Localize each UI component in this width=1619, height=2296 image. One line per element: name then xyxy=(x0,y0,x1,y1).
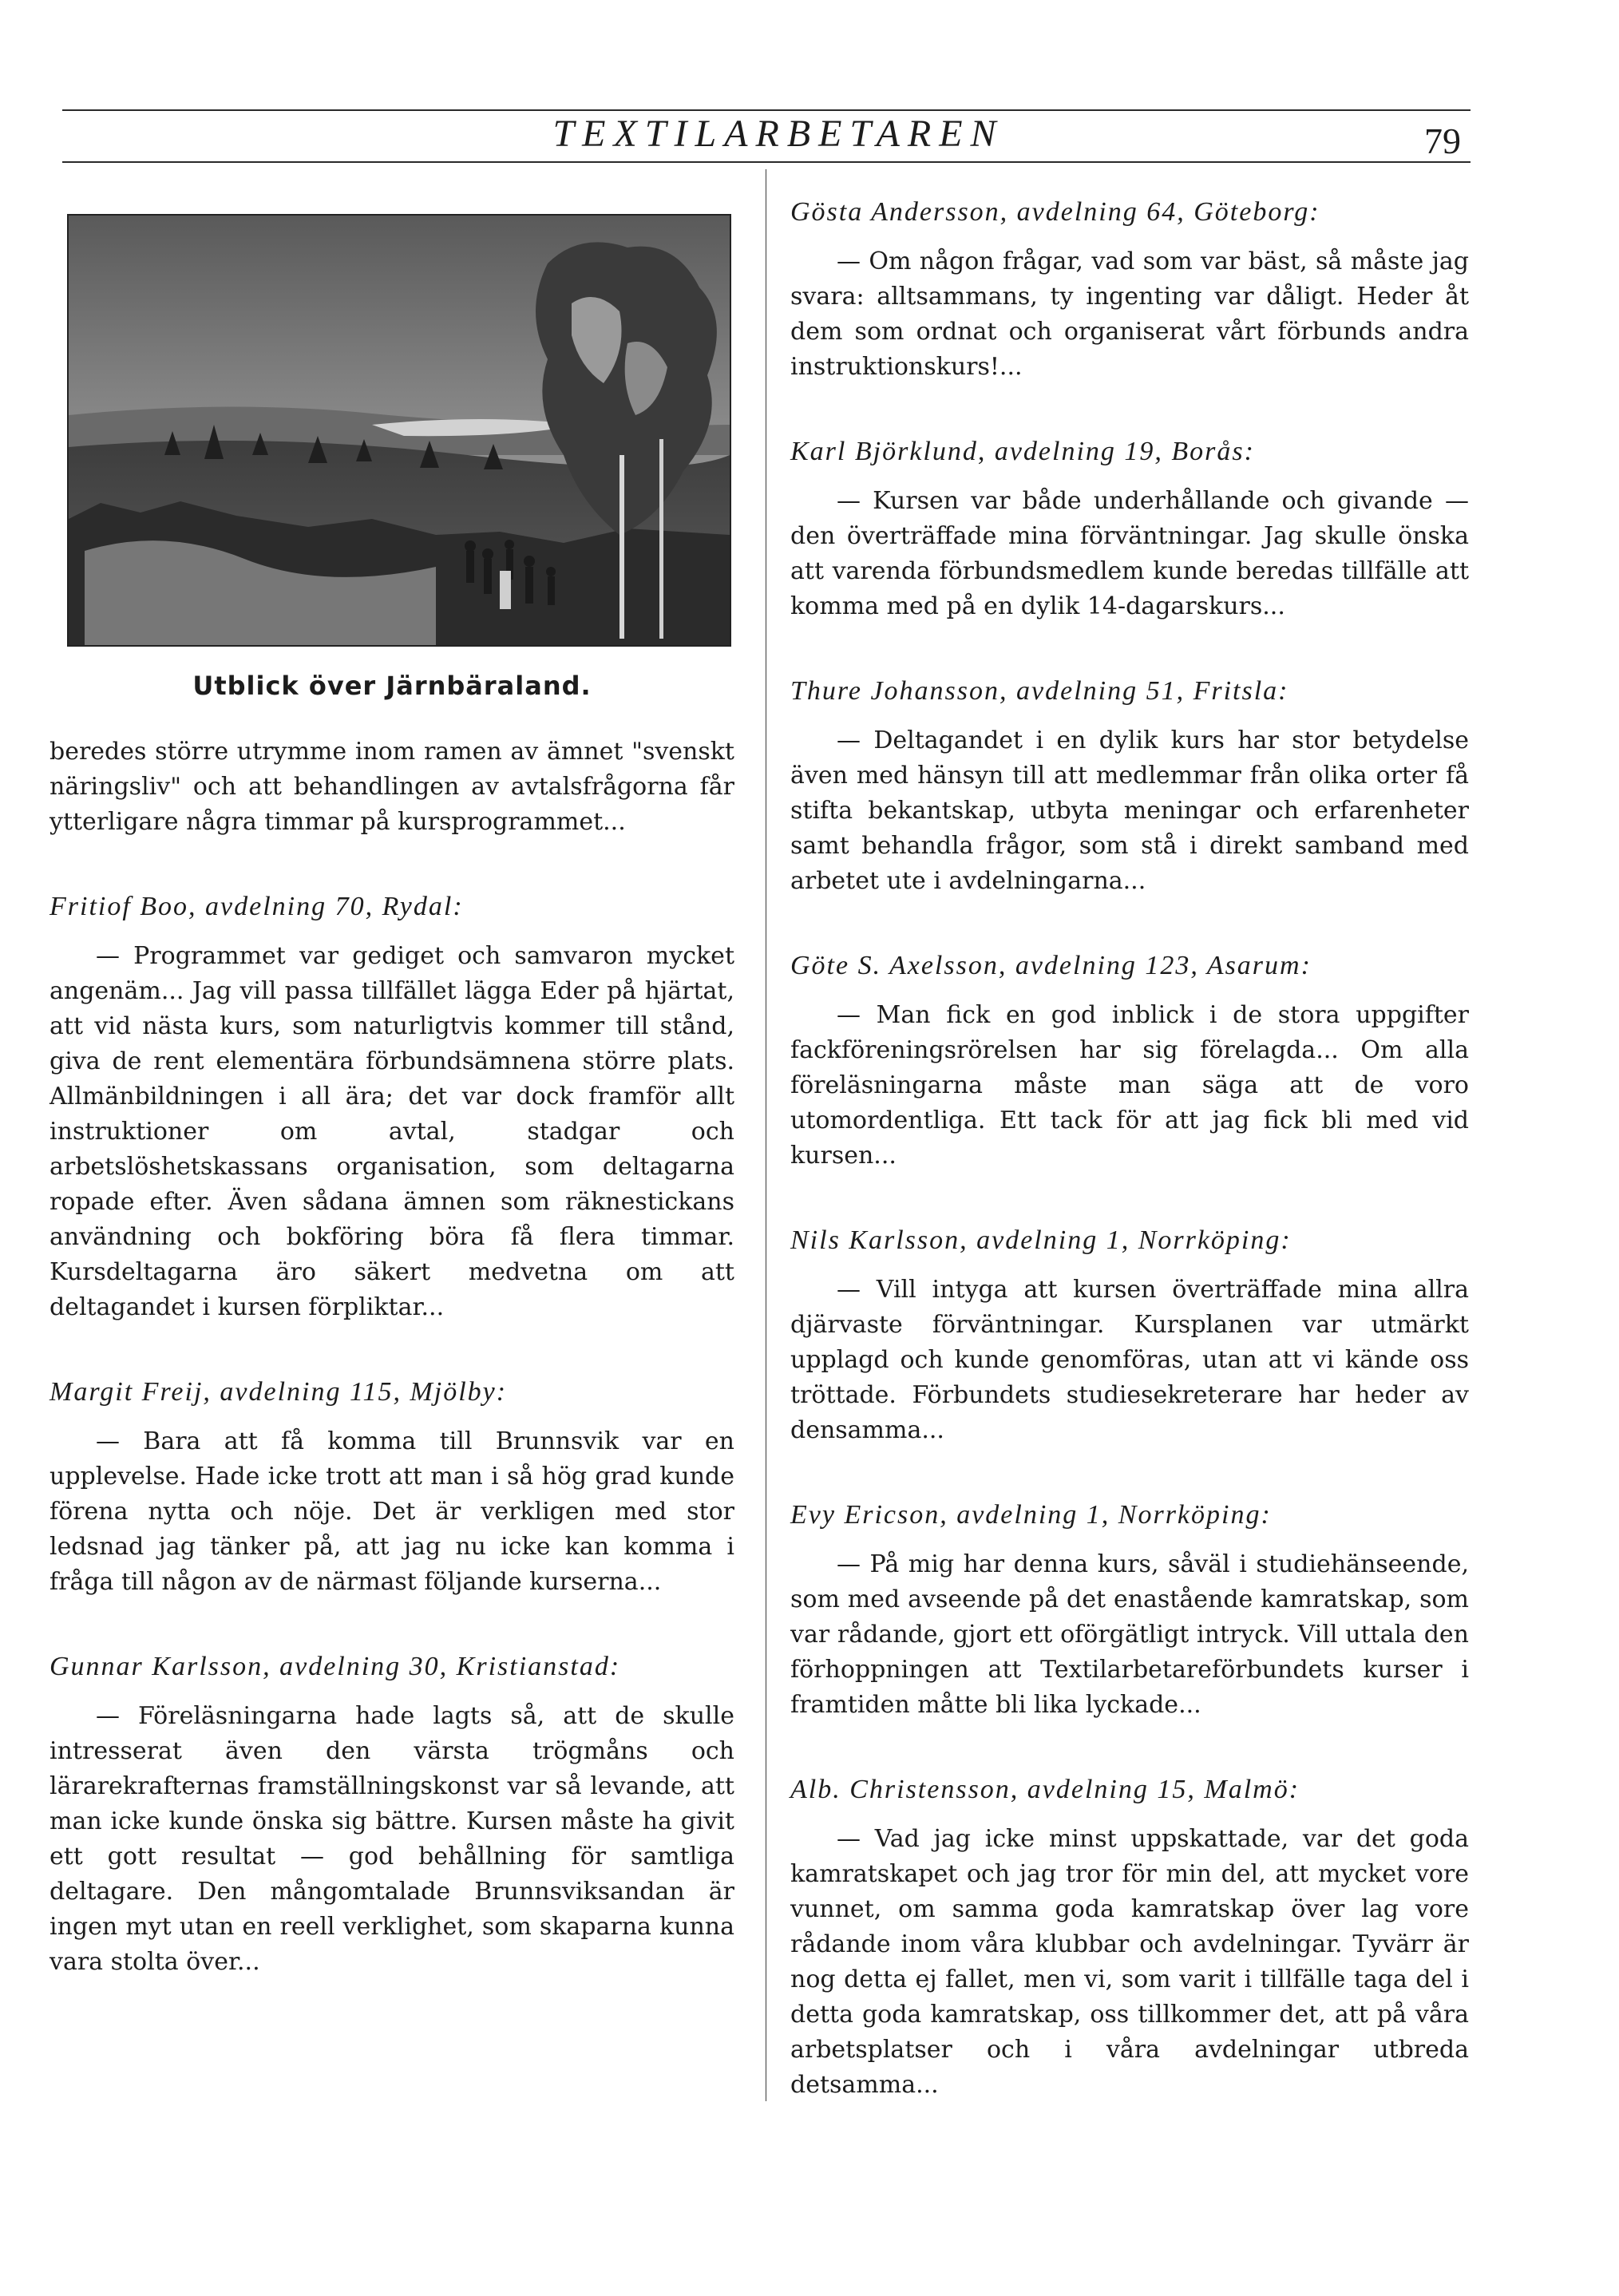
testimonial-text: — Vill intyga att kursen överträffade mina allra djärvaste förväntningar. Kursplanen var utmärkt upplagd och kunde genomföras, utan att vi kände oss tröttade. Förbundets studiesekreterare har heder av densamma... xyxy=(790,1276,1469,1444)
intro-paragraph: beredes större utrymme inom ramen av ämnet "svenskt näringsliv" och att behandlingen av avtalsfrågorna får ytterligare några timmar på kursprogrammet... xyxy=(49,738,734,836)
testimonial-attribution: Thure Johansson, avdelning 51, Fritsla: xyxy=(790,676,1289,706)
testimonial-attribution: Margit Freij, avdelning 115, Mjölby: xyxy=(49,1377,508,1407)
testimonial-attribution: Karl Björklund, avdelning 19, Borås: xyxy=(790,437,1255,466)
testimonial-attribution: Gunnar Karlsson, avdelning 30, Kristianstad: xyxy=(49,1652,621,1681)
testimonial-text: — Vad jag icke minst uppskattade, var det goda kamratskapet och jag tror för min del, att mycket vore vunnet, om samma goda kamratskap över lag vore rådande inom våra klubbar och avdelningar. Tyvärr är nog detta ej fallet, men vi, som varit i tillfälle taga del i detta goda kamratskap, oss tillkommer det, att på våra arbetsplatser och i våra avdelningar utbreda detsamma... xyxy=(790,1825,1469,2099)
landscape-photo-illustration xyxy=(69,216,730,645)
testimonial-fritiof-boo xyxy=(49,889,734,1325)
testimonial-thure-johansson xyxy=(790,674,1469,899)
testimonial-text: — Om någon frågar, vad som var bäst, så måste jag svara: alltsammans, ty ingenting var dåligt. Heder åt dem som ordnat och organiserat vårt förbunds andra instruktionskurs!... xyxy=(790,247,1469,381)
testimonial-margit-freij xyxy=(49,1375,734,1600)
header-rule-top xyxy=(62,109,1471,111)
header-rule-bottom xyxy=(62,161,1471,163)
intro-paragraph-block xyxy=(49,734,734,840)
testimonial-karl-bjorklund xyxy=(790,434,1469,624)
left-column xyxy=(49,734,734,2029)
running-header-title: TEXTILARBETAREN xyxy=(552,113,1004,155)
testimonial-text: — Kursen var både underhållande och givande — den överträffade mina förväntningar. Jag skulle önska att varenda förbundsmedlem kunde beredas tillfälle att komma med på en dylik 14-dagarskurs... xyxy=(790,487,1469,620)
testimonial-text: — Bara att få komma till Brunnsvik var en upplevelse. Hade icke trott att man i så hög grad kunde förena nytta och nöje. Det är verkligen med stor ledsnad jag tänker på, att jag nu icke kan komma i fråga till någon av de närmast följande kurserna... xyxy=(49,1427,734,1596)
testimonial-attribution: Göte S. Axelsson, avdelning 123, Asarum: xyxy=(790,951,1312,980)
testimonial-evy-ericson xyxy=(790,1498,1469,1723)
testimonial-attribution: Gösta Andersson, avdelning 64, Göteborg: xyxy=(790,197,1320,227)
landscape-photo xyxy=(67,214,731,647)
right-column xyxy=(790,195,1469,2152)
testimonial-attribution: Alb. Christensson, avdelning 15, Malmö: xyxy=(790,1775,1300,1804)
testimonial-attribution: Fritiof Boo, avdelning 70, Rydal: xyxy=(49,892,464,921)
testimonial-gosta-andersson xyxy=(790,195,1469,385)
photo-caption: Utblick över Järnbäraland. xyxy=(192,671,592,701)
page-number: 79 xyxy=(1424,121,1461,161)
testimonial-text: — Föreläsningarna hade lagts så, att de skulle intresserat även den värsta trögmåns och lärarekrafternas framställningskonst var så levande, att man icke kunde önska sig bättre. Kursen måste ha givit ett gott resultat — god behållning för samtliga deltagare. Den mångomtalade Brunnsviksandan är ingen myt utan en reell verklighet, som skaparna kunna vara stolta över... xyxy=(49,1702,734,1976)
testimonial-attribution: Nils Karlsson, avdelning 1, Norrköping: xyxy=(790,1225,1292,1255)
testimonial-gote-axelsson xyxy=(790,948,1469,1174)
testimonial-nils-karlsson xyxy=(790,1223,1469,1448)
testimonial-text: — Programmet var gediget och samvaron mycket angenäm... Jag vill passa tillfället lägga Eder på hjärtat, att vid nästa kurs, som naturligtvis kommer till stånd, giva de rent elementära förbundsämnena större plats. Allmänbildningen i all ära; det var dock framför allt instruktioner om avtal, stadgar och arbetslöshetskassans organisation, som deltagarna ropade efter. Även sådana ämnen som räknestickans användning och bokföring böra få flera timmar. Kursdeltagarna äro säkert medvetna om att deltagandet i kursen förpliktar... xyxy=(49,942,734,1321)
testimonial-gunnar-karlsson xyxy=(49,1649,734,1980)
testimonial-text: — Man fick en god inblick i de stora uppgifter fackföreningsrörelsen har sig förelagda... Om alla föreläsningarna måste man säga att de voro utomordentliga. Ett tack för att jag fick bli med vid kursen... xyxy=(790,1001,1469,1170)
testimonial-text: — Deltagandet i en dylik kurs har stor betydelse även med hänsyn till att medlemmar från olika orter få stifta bekantskap, utbyta meningar och erfarenheter samt behandla frågor, som stå i direkt samband med arbetet ute i avdelningarna... xyxy=(790,726,1469,895)
testimonial-attribution: Evy Ericson, avdelning 1, Norrköping: xyxy=(790,1500,1272,1530)
testimonial-text: — På mig har denna kurs, såväl i studiehänseende, som med avseende på det enastående kamratskap, som var rådande, gjort ett oförgätligt intryck. Vill uttala den förhoppningen att Textilarbetareförbundets kurser i framtiden måtte bli lika lyckade... xyxy=(790,1550,1469,1719)
testimonial-alb-christensson xyxy=(790,1772,1469,2103)
